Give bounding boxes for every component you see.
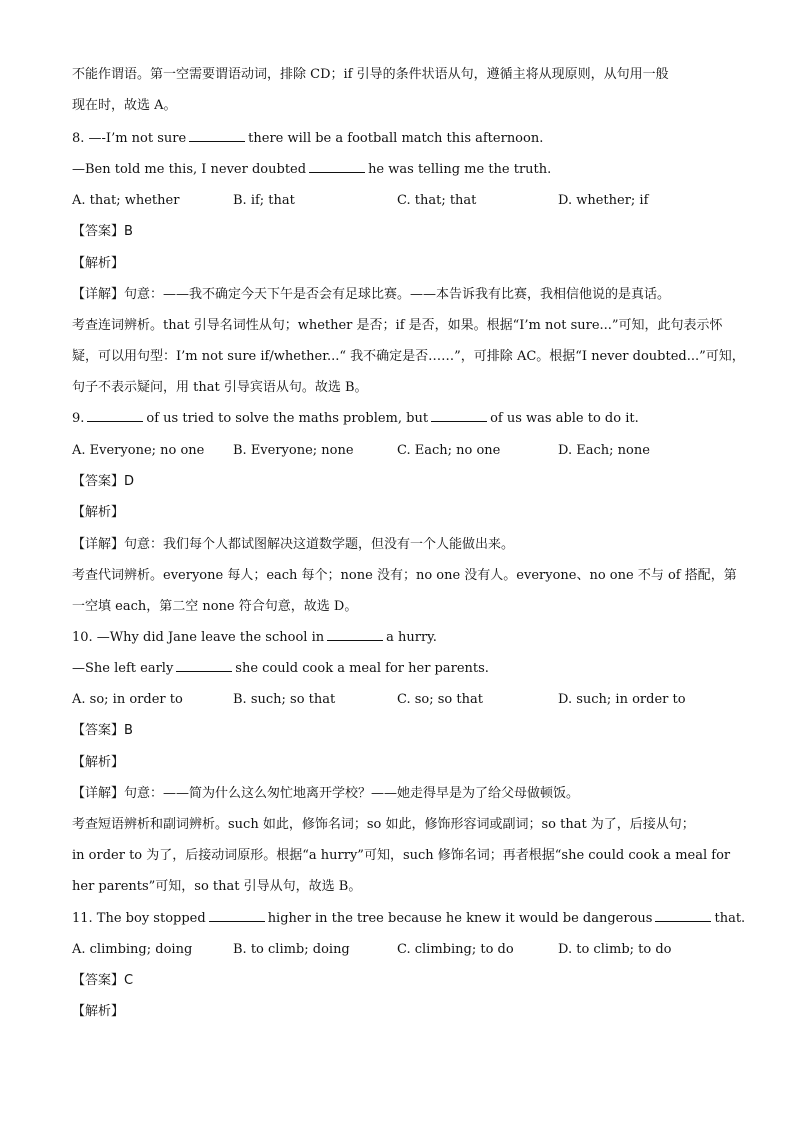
answer-blank — [655, 909, 711, 922]
question-10-detail-4: her parents”可知，so that 引导从句，故选 B。 — [72, 879, 362, 894]
question-8-analysis-label: 【解析】 — [72, 256, 125, 271]
answer-blank — [176, 659, 232, 672]
question-10-analysis-label: 【解析】 — [72, 755, 125, 770]
question-8-options — [72, 191, 752, 211]
question-9-detail-3: 一空填 each，第二空 none 符合句意，故选 D。 — [72, 599, 358, 614]
question-8-detail-4: 句子不表示疑问，用 that 引导宾语从句。故选 B。 — [72, 380, 368, 395]
intro-line-2: 现在时，故选 A。 — [72, 98, 177, 113]
option-b: B. if; that — [233, 193, 295, 208]
option-a: A. that; whether — [72, 193, 180, 208]
option-a: A. climbing; doing — [72, 942, 193, 957]
question-10-detail-1: 【详解】句意：——简为什么这么匆忙地离开学校？——她走得早是为了给父母做顿饭。 — [72, 786, 580, 801]
intro-line-1: 不能作谓语。第一空需要谓语动词，排除 CD；if 引导的条件状语从句，遵循主将从现原则，从句用一般 — [72, 67, 669, 82]
answer-blank — [209, 909, 265, 922]
question-11-analysis-label: 【解析】 — [72, 1004, 125, 1019]
answer-blank — [431, 409, 487, 422]
question-8-stem: 8. —-I’m not sure there will be a football match this afternoon. — [72, 131, 544, 146]
option-d: D. whether; if — [558, 193, 649, 208]
answer-blank — [87, 409, 143, 422]
question-11-options — [72, 940, 752, 960]
option-d: D. to climb; to do — [558, 942, 672, 957]
option-d: D. Each; none — [558, 443, 650, 458]
question-9-analysis-label: 【解析】 — [72, 505, 125, 520]
option-c: C. that; that — [397, 193, 477, 208]
question-11-stem: 11. The boy stopped higher in the tree because he knew it would be dangerous that. — [72, 911, 746, 926]
option-c: C. climbing; to do — [397, 942, 514, 957]
question-11-answer: 【答案】C — [72, 973, 134, 988]
option-b: B. Everyone; none — [233, 443, 354, 458]
question-9-detail-1: 【详解】句意：我们每个人都试图解决这道数学题，但没有一个人能做出来。 — [72, 537, 515, 552]
option-a: A. Everyone; no one — [72, 443, 205, 458]
question-8-detail-2: 考查连词辨析。that 引导名词性从句；whether 是否；if 是否，如果。根据“I’m not sure...”可知，此句表示怀 — [72, 318, 723, 333]
question-10-answer: 【答案】B — [72, 723, 133, 738]
question-8-answer: 【答案】B — [72, 224, 133, 239]
question-10-detail-2: 考查短语辨析和副词辨析。such 如此，修饰名词；so 如此，修饰形容词或副词；so that 为了，后接从句； — [72, 817, 695, 832]
option-c: C. so; so that — [397, 692, 483, 707]
question-10-stem: 10. —Why did Jane leave the school in a hurry. — [72, 630, 437, 645]
answer-blank — [189, 129, 245, 142]
question-9-answer: 【答案】D — [72, 474, 135, 489]
option-b: B. such; so that — [233, 692, 336, 707]
question-9-detail-2: 考查代词辨析。everyone 每人；each 每个；none 没有；no one 没有人。everyone、no one 不与 of 搭配，第 — [72, 568, 737, 583]
question-8-detail-1: 【详解】句意：——我不确定今天下午是否会有足球比赛。——本告诉我有比赛，我相信他说的是真话。 — [72, 287, 671, 302]
option-a: A. so; in order to — [72, 692, 183, 707]
question-9-stem: 9. of us tried to solve the maths problem, but of us was able to do it. — [72, 411, 639, 426]
question-9-options — [72, 441, 752, 461]
question-10-options — [72, 690, 752, 710]
option-b: B. to climb; doing — [233, 942, 350, 957]
option-c: C. Each; no one — [397, 443, 501, 458]
question-10-detail-3: in order to 为了，后接动词原形。根据“a hurry”可知，such 修饰名词；再者根据“she could cook a meal for — [72, 848, 731, 863]
question-10-stem-reply: —She left early she could cook a meal for her parents. — [72, 661, 489, 676]
question-8-detail-3: 疑，可以用句型：I’m not sure if/whether...“ 我不确定是否……”，可排除 AC。根据“I never doubted...”可知， — [72, 349, 745, 364]
answer-blank — [309, 160, 365, 173]
option-d: D. such; in order to — [558, 692, 686, 707]
answer-blank — [327, 628, 383, 641]
question-8-stem-reply: —Ben told me this, I never doubted he was telling me the truth. — [72, 162, 552, 177]
